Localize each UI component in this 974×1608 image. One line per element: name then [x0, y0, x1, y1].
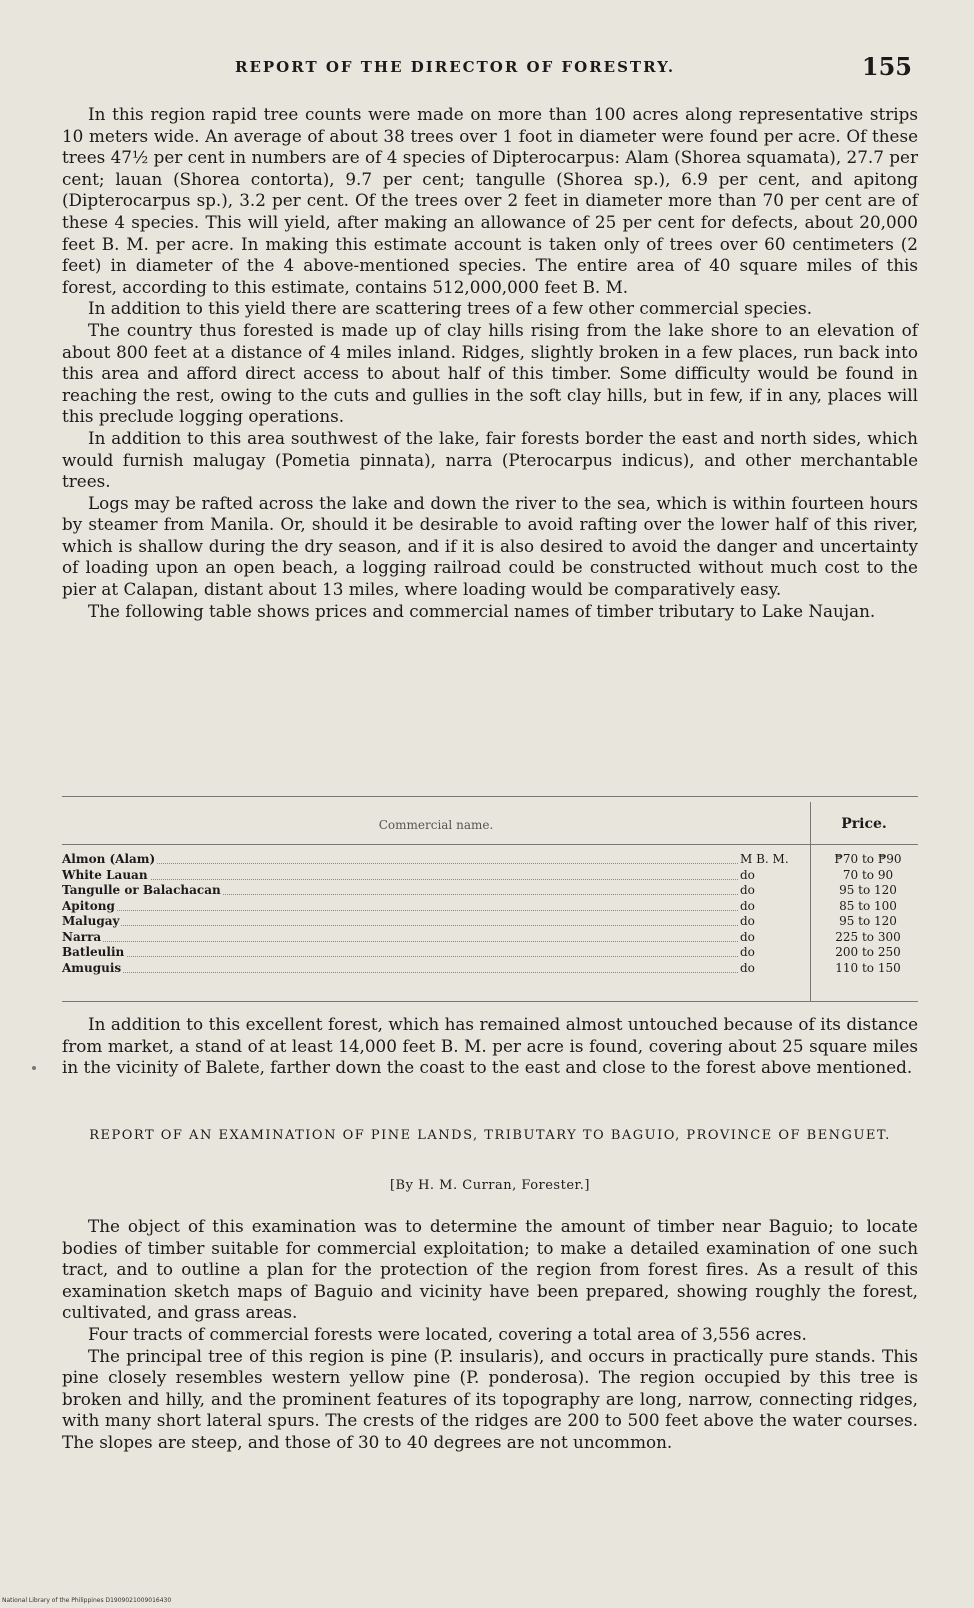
paragraph: The object of this examination was to determine the amount of timber near Baguio; to locate bodies of timber suitable for commercial exploitation; to make a detailed examination of one such tract, and to outline a plan for the protection of the region from forest fires. As a result of this examination sketch maps of Baguio and vicinity have been prepared, showing roughly the forest, cultivated, and grass areas.	[62, 1216, 918, 1323]
paragraph: Four tracts of commercial forests were located, covering a total area of 3,556 acres.	[88, 1323, 807, 1344]
section-1-text	[62, 104, 918, 622]
table-row	[62, 945, 918, 961]
timber-name: Tangulle or Balachacan	[62, 883, 221, 897]
timber-price: 225 to 300	[835, 929, 901, 944]
timber-unit: do	[738, 899, 810, 915]
timber-unit: do	[738, 883, 810, 899]
table-row	[62, 852, 918, 868]
leader-dots	[62, 961, 752, 973]
timber-price-table	[62, 796, 918, 1002]
table-row	[62, 899, 918, 915]
timber-unit: do	[738, 961, 810, 977]
leader-dots	[62, 899, 752, 911]
timber-name: Batleulin	[62, 945, 125, 959]
timber-unit: do	[738, 945, 810, 961]
timber-unit: M B. M.	[738, 852, 810, 868]
table-row	[62, 961, 918, 977]
paragraph: The following table shows prices and commercial names of timber tributary to Lake Naujan.	[88, 600, 876, 621]
section-heading: REPORT OF AN EXAMINATION OF PINE LANDS, TRIBUTARY TO BAGUIO, PROVINCE OF BENGUET.	[89, 1128, 891, 1143]
page-header	[60, 52, 914, 82]
table-row	[62, 883, 918, 899]
author-byline: [By H. M. Curran, Forester.]	[389, 1178, 591, 1193]
timber-price: 95 to 120	[839, 883, 897, 897]
timber-name: White Lauan	[62, 867, 148, 882]
column-header-price: Price.	[841, 816, 887, 832]
section-2-text	[62, 1014, 918, 1079]
timber-price: 110 to 150	[835, 960, 901, 975]
leader-dots	[62, 914, 752, 926]
table-header-rule	[62, 844, 918, 845]
page-number: 155	[861, 52, 912, 81]
timber-name: Malugay	[62, 914, 120, 928]
leader-dots	[62, 852, 752, 864]
timber-name: Narra	[62, 929, 102, 944]
column-header-name: Commercial name.	[378, 818, 494, 832]
paragraph: In addition to this yield there are scattering trees of a few other commercial species.	[88, 298, 813, 319]
running-title: REPORT OF THE DIRECTOR OF FORESTRY.	[235, 58, 676, 76]
timber-name: Almon (Alam)	[62, 852, 156, 866]
leader-dots	[62, 930, 752, 942]
timber-price: 95 to 120	[839, 914, 897, 928]
timber-price: ₱70 to ₱90	[834, 852, 902, 866]
timber-price: 70 to 90	[842, 867, 894, 882]
paragraph: Logs may be rafted across the lake and down the river to the sea, which is within fourteen hours by steamer from Manila. Or, should it be desirable to avoid rafting over the lower half of this river, which is shallow during the dry season, and if it is also desired to avoid the danger and uncertainty of loading upon an open beach, a logging railroad could be constructed without much cost to the pier at Calapan, distant about 13 miles, where loading would be comparatively easy.	[62, 492, 918, 600]
table-bottom-rule	[62, 1001, 918, 1002]
table-row	[62, 868, 918, 884]
table-row	[62, 930, 918, 946]
timber-unit: do	[738, 930, 810, 946]
timber-name: Apitong	[62, 898, 115, 913]
paragraph: The principal tree of this region is pine (P. insularis), and occurs in practically pure stands. This pine closely resembles western yellow pine (P. ponderosa). The region occupied by this tree is broken and hilly, and the prominent features of its topography are long, narrow, connecting ridges, with many short lateral spurs. The crests of the ridges are 200 to 500 feet above the water courses. The slopes are steep, and those of 30 to 40 degrees are not uncommon.	[62, 1345, 918, 1452]
table-body	[62, 852, 918, 976]
paragraph: In addition to this excellent forest, which has remained almost untouched because of its distance from market, a stand of at least 14,000 feet B. M. per acre is found, covering about 25 square miles in the vicinity of Balete, farther down the coast to the east and close to the forest above mentioned.	[62, 1014, 918, 1078]
scan-footer: National Library of the Philippines D1909021009016430	[2, 1597, 172, 1604]
paragraph: In addition to this area southwest of the lake, fair forests border the east and north sides, which would furnish malugay (Pometia pinnata), narra (Pterocarpus indicus), and other merchantable trees.	[62, 427, 918, 492]
leader-dots	[62, 868, 752, 880]
table-row	[62, 914, 918, 930]
margin-mark	[32, 1066, 36, 1070]
section-3-text	[62, 1216, 918, 1454]
timber-unit: do	[738, 868, 810, 884]
timber-price: 85 to 100	[839, 898, 897, 913]
timber-price: 200 to 250	[835, 945, 901, 959]
timber-name: Amuguis	[62, 960, 122, 975]
timber-unit: do	[738, 914, 810, 930]
paragraph: The country thus forested is made up of clay hills rising from the lake shore to an elevation of about 800 feet at a distance of 4 miles inland. Ridges, slightly broken in a few places, run back into this area and afford direct access to about half of this timber. Some difficulty would be found in reaching the rest, owing to the cuts and gullies in the soft clay hills, but in few, if in any, places will this preclude logging operations.	[62, 319, 918, 427]
paragraph: In this region rapid tree counts were made on more than 100 acres along representative strips 10 meters wide. An average of about 38 trees over 1 foot in diameter were found per acre. Of these trees 47½ per cent in numbers are of 4 species of Dipterocarpus: Alam (Shorea squamata), 27.7 per cent; lauan (Shorea contorta), 9.7 per cent; tangulle (Shorea sp.), 6.9 per cent, and apitong (Dipterocarpus sp.), 3.2 per cent. Of the trees over 2 feet in diameter more than 70 per cent are of these 4 species. This will yield, after making an allowance of 25 per cent for defects, about 20,000 feet B. M. per acre. In making this estimate account is taken only of trees over 60 centimeters (2 feet) in diameter of the 4 above-mentioned species. The entire area of 40 square miles of this forest, according to this estimate, contains 512,000,000 feet B. M.	[62, 104, 918, 297]
leader-dots	[62, 945, 752, 957]
table-top-rule	[62, 796, 918, 797]
